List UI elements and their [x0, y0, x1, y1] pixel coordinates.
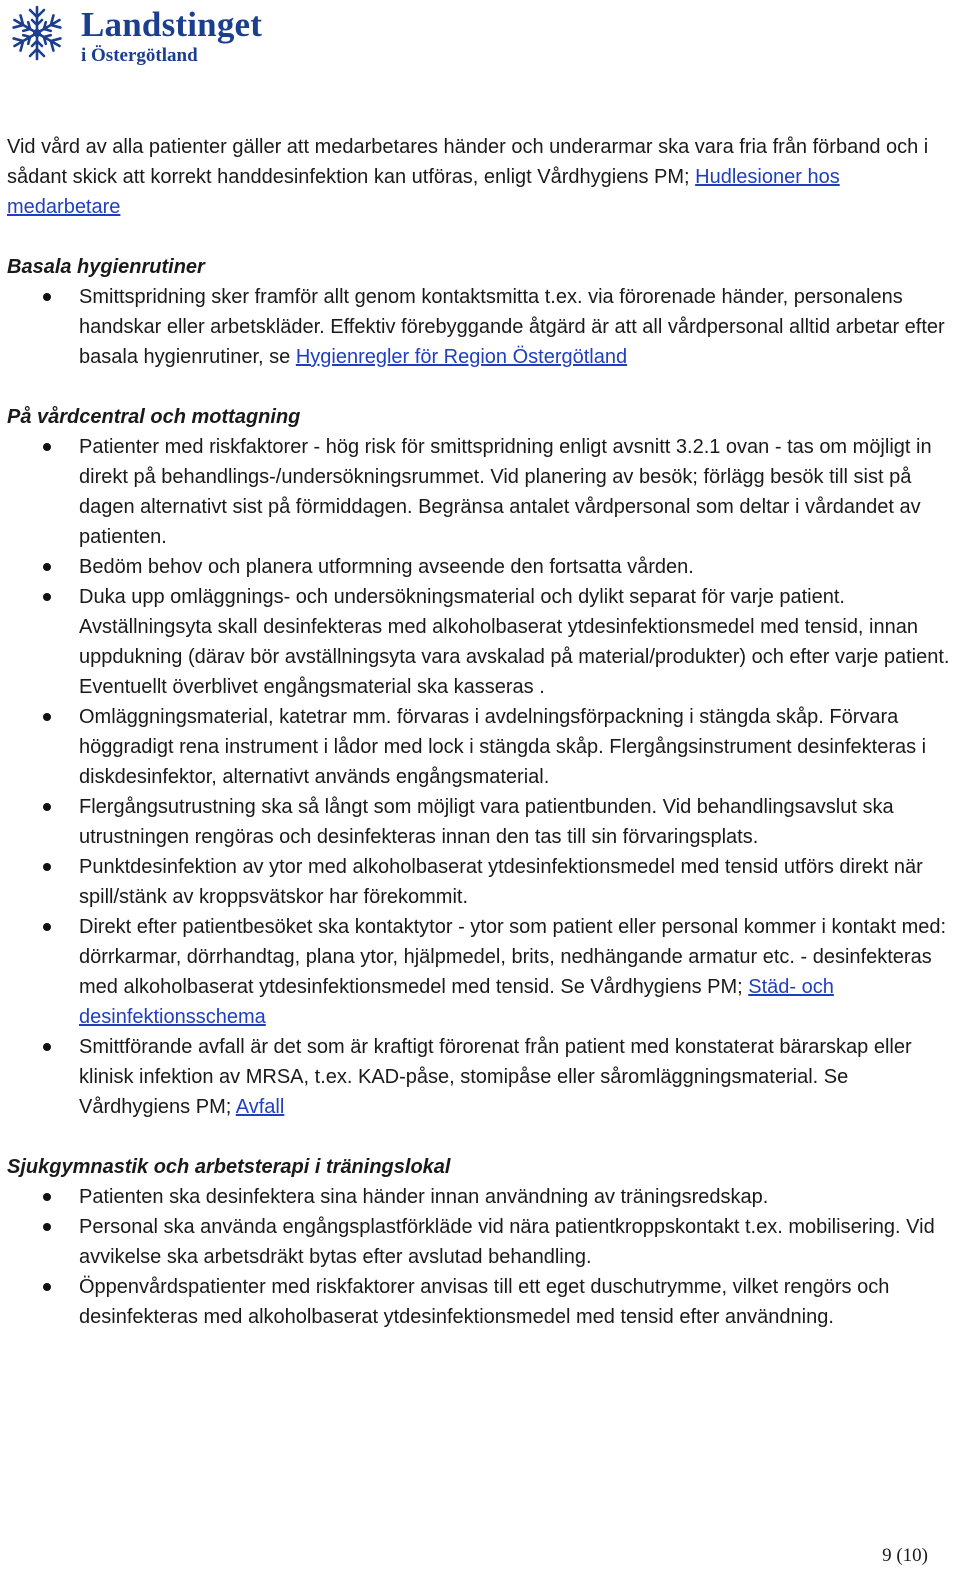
- list-item: [7, 912, 957, 1032]
- header: [4, 2, 324, 68]
- document-body: [7, 132, 957, 1362]
- list-item: Omläggningsmaterial, katetrar mm. förvaras i avdelningsförpackning i stängda skåp. Förvara höggradigt rena instrument i lådor med lock i stängda skåp. Flergångsinstrument desinfekteras i diskdesinfektor, alternativt används engångsmaterial.: [7, 702, 957, 792]
- avfall-link[interactable]: Avfall: [235, 1096, 285, 1118]
- list-item: Bedöm behov och planera utformning avseende den fortsatta vården.: [7, 552, 957, 582]
- page-number: 9 (10): [882, 1545, 928, 1566]
- section-heading-vardcentral: På vårdcentral och mottagning: [7, 406, 301, 428]
- list-item: Duka upp omläggnings- och undersökningsmaterial och dylikt separat för varje patient. Avställningsyta skall desinfekteras med alkoholbaserat ytdesinfektionsmedel med tensid, innan uppdukning (därav bör avställningsyta vara avskalad på material/produkter) och efter varje patient. Eventuellt överblivet engångsmaterial ska kasseras .: [7, 582, 957, 702]
- list-item: [7, 282, 957, 372]
- list-item: Personal ska använda engångsplastförkläde vid nära patientkroppskontakt t.ex. mobilisering. Vid avvikelse ska arbetsdräkt bytas efter avslutad behandling.: [7, 1212, 957, 1272]
- list-item: Patienten ska desinfektera sina händer innan användning av träningsredskap.: [7, 1182, 957, 1212]
- sjukgymnastik-list: [7, 1182, 957, 1332]
- list-item-text: Direkt efter patientbesöket ska kontaktytor - ytor som patient eller personal kommer i kontakt med: dörrkarmar, dörrhandtag, plana ytor, hjälpmedel, brits, nedhängande armatur etc. - desinfekteras med alkoholbaserat ytdesinfektionsmedel med tensid. Se Vårdhygiens PM;: [79, 916, 947, 998]
- list-item: Flergångsutrustning ska så långt som möjligt vara patientbunden. Vid behandlingsavslut ska utrustningen rengöras och desinfekteras innan den tas till sin förvaringsplats.: [7, 792, 957, 852]
- snowflake-logo-icon: [4, 2, 70, 64]
- list-item: [7, 1032, 957, 1122]
- list-item: Öppenvårdspatienter med riskfaktorer anvisas till ett eget duschutrymme, vilket rengörs och desinfekteras med alkoholbaserat ytdesinfektionsmedel med tensid efter användning.: [7, 1272, 957, 1332]
- section-heading-basala: Basala hygienrutiner: [7, 256, 205, 278]
- hudlesioner-link[interactable]: Hudlesioner hos medarbetare: [7, 166, 840, 218]
- intro-paragraph: [7, 132, 957, 222]
- basala-list: [7, 282, 957, 372]
- hygienregler-link[interactable]: Hygienregler för Region Östergötland: [295, 346, 628, 368]
- brand-name: Landstinget: [81, 5, 263, 44]
- intro-text: Vid vård av alla patienter gäller att medarbetares händer och underarmar ska vara fria från förband och i sådant skick att korrekt handdesinfektion kan utföras, enligt Vårdhygiens PM;: [7, 136, 929, 188]
- brand-subtitle: i Östergötland: [81, 45, 198, 66]
- vardcentral-list: [7, 432, 957, 1122]
- list-item-text: Smittförande avfall är det som är kraftigt förorenat från patient med konstaterat bärarskap eller klinisk infektion av MRSA, t.ex. KAD-påse, stomipåse eller såromläggningsmaterial. Se Vårdhygiens PM;: [79, 1036, 912, 1118]
- list-item: Punktdesinfektion av ytor med alkoholbaserat ytdesinfektionsmedel med tensid utförs direkt när spill/stänk av kroppsvätskor har förekommit.: [7, 852, 957, 912]
- list-item-text: Smittspridning sker framför allt genom kontaktsmitta t.ex. via förorenade händer, personalens handskar eller arbetskläder. Effektiv förebyggande åtgärd är att all vårdpersonal alltid arbetar efter basala hygienrutiner, se: [79, 286, 945, 368]
- list-item: Patienter med riskfaktorer - hög risk för smittspridning enligt avsnitt 3.2.1 ovan - tas om möjligt in direkt på behandlings-/undersökningsrummet. Vid planering av besök; förlägg besök till sist på dagen alternativt sist på förmiddagen. Begränsa antalet vårdpersonal som deltar i vårdandet av patienten.: [7, 432, 957, 552]
- section-heading-sjukgymnastik: Sjukgymnastik och arbetsterapi i träningslokal: [7, 1156, 451, 1178]
- stad-desinfektionsschema-link[interactable]: Städ- och desinfektionsschema: [79, 976, 834, 1028]
